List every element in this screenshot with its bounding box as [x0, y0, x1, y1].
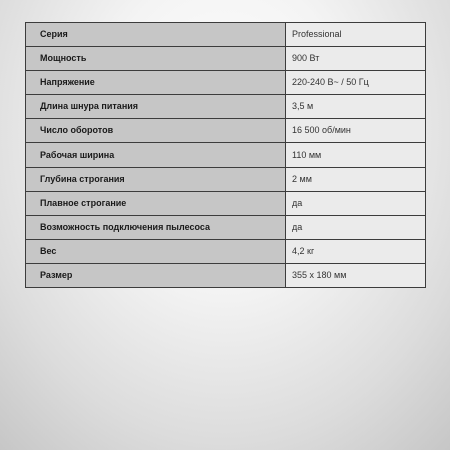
spec-value: 355 x 180 мм — [286, 263, 426, 287]
spec-value: да — [286, 215, 426, 239]
spec-row-planing-depth — [26, 167, 426, 191]
spec-value: 16 500 об/мин — [286, 119, 426, 143]
spec-value: 220-240 В~ / 50 Гц — [286, 71, 426, 95]
spec-value: 2 мм — [286, 167, 426, 191]
spec-row-rpm — [26, 119, 426, 143]
spec-name: Серия — [26, 23, 286, 47]
spec-name: Длина шнура питания — [26, 95, 286, 119]
spec-value: 110 мм — [286, 143, 426, 167]
spec-row-cord-length — [26, 95, 426, 119]
spec-row-series — [26, 23, 426, 47]
spec-row-vacuum-connection — [26, 215, 426, 239]
spec-row-smooth-planing — [26, 191, 426, 215]
spec-name: Плавное строгание — [26, 191, 286, 215]
spec-value: да — [286, 191, 426, 215]
spec-table — [25, 22, 426, 288]
spec-row-voltage — [26, 71, 426, 95]
spec-name: Рабочая ширина — [26, 143, 286, 167]
spec-row-weight — [26, 239, 426, 263]
spec-row-working-width — [26, 143, 426, 167]
spec-name: Мощность — [26, 47, 286, 71]
spec-value: Professional — [286, 23, 426, 47]
spec-name: Возможность подключения пылесоса — [26, 215, 286, 239]
spec-name: Число оборотов — [26, 119, 286, 143]
spec-name: Глубина строгания — [26, 167, 286, 191]
spec-name: Размер — [26, 263, 286, 287]
spec-value: 900 Вт — [286, 47, 426, 71]
spec-name: Напряжение — [26, 71, 286, 95]
spec-row-size — [26, 263, 426, 287]
spec-row-power — [26, 47, 426, 71]
spec-name: Вес — [26, 239, 286, 263]
spec-value: 4,2 кг — [286, 239, 426, 263]
spec-value: 3,5 м — [286, 95, 426, 119]
